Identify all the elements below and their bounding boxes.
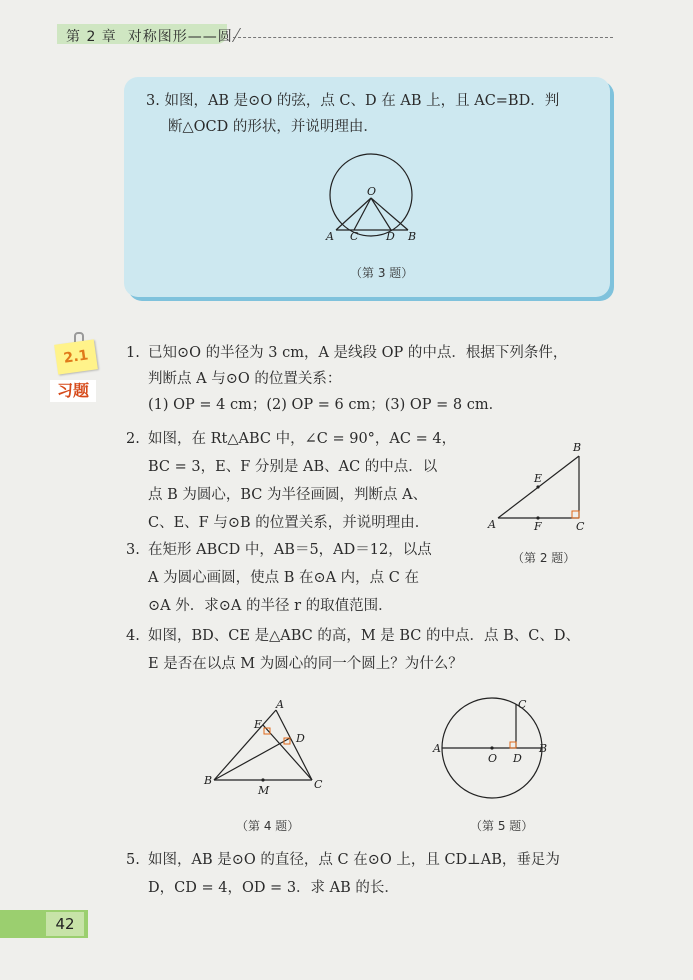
chapter-header (66, 26, 233, 46)
label-d: D (513, 752, 522, 765)
box-problem-text (146, 88, 586, 140)
exercise-3-line2: A 为圆心画圆，使点 B 在⊙A 内，点 C 在 (148, 570, 419, 586)
label-f: F (534, 520, 542, 533)
caption-box-3: （第 3 题） (350, 266, 414, 280)
exercise-3-line3: ⊙A 外．求⊙A 的半径 r 的取值范围． (148, 598, 393, 614)
exercise-section-tag (50, 342, 100, 404)
figure-box-3 (320, 150, 430, 250)
exercise-3-line1: 在矩形 ABCD 中，AB＝5，AD＝12，以点 (148, 542, 432, 558)
exercise-2-line1: 如图，在 Rt△ABC 中，∠C = 90°，AC = 4， (148, 431, 457, 447)
figure-2 (484, 436, 594, 536)
exercise-5-line2: D，CD = 4，OD = 3．求 AB 的长． (148, 880, 399, 896)
section-label: 习题 (50, 380, 96, 402)
label-b: B (408, 230, 417, 243)
label-o: O (488, 752, 498, 765)
exercise-4 (126, 622, 626, 678)
label-b: B (539, 742, 548, 755)
exercise-1-line2: 判断点 A 与⊙O 的位置关系： (148, 371, 342, 387)
label-a: A (488, 518, 496, 531)
label-b: B (204, 774, 213, 787)
label-e: E (254, 718, 263, 731)
figure-5 (432, 696, 552, 816)
label-c: C (314, 778, 323, 791)
page-number: 42 (46, 912, 84, 936)
exercise-number: 5. (126, 852, 140, 868)
figure-4 (200, 698, 330, 808)
exercise-2 (126, 425, 486, 537)
box-problem-line1: 3. 如图，AB 是⊙O 的弦，点 C、D 在 AB 上，且 AC=BD．判 (146, 93, 560, 109)
box-problem-line2: 断△OCD 的形状，并说明理由． (168, 119, 378, 135)
exercise-1-line1: 已知⊙O 的半径为 3 cm，A 是线段 OP 的中点．根据下列条件， (148, 345, 568, 361)
exercise-number: 1. (126, 345, 140, 361)
exercise-1-line3: (1) OP = 4 cm；(2) OP = 6 cm；(3) OP = 8 cm． (148, 397, 504, 413)
chapter-number: 第 2 章 (66, 29, 117, 45)
exercise-4-line2: E 是否在以点 M 为圆心的同一个圆上？为什么？ (148, 656, 463, 672)
exercise-5-line1: 如图，AB 是⊙O 的直径，点 C 在⊙O 上，且 CD⊥AB，垂足为 (148, 852, 560, 868)
chapter-title: 对称图形——圆 (127, 29, 233, 45)
exercise-3 (126, 536, 486, 620)
exercise-4-line1: 如图，BD、CE 是△ABC 的高，M 是 BC 的中点．点 B、C、D、 (148, 628, 580, 644)
exercise-2-line3: 点 B 为圆心，BC 为半径画圆，判断点 A、 (148, 487, 428, 503)
exercise-5 (126, 846, 626, 902)
exercise-1 (126, 340, 626, 418)
label-d: D (386, 230, 395, 243)
label-a: A (276, 698, 284, 711)
exercise-number: 3. (126, 542, 140, 558)
label-c: C (350, 230, 359, 243)
exercise-number: 4. (126, 628, 140, 644)
label-e: E (534, 472, 543, 485)
label-a: A (326, 230, 334, 243)
exercise-number: 2. (126, 431, 140, 447)
caption-5: （第 5 题） (470, 819, 534, 833)
label-c: C (576, 520, 585, 533)
label-o: O (367, 185, 377, 198)
caption-4: （第 4 题） (236, 819, 300, 833)
exercise-2-line4: C、E、F 与⊙B 的位置关系，并说明理由． (148, 515, 430, 531)
header-divider (233, 37, 613, 38)
label-c: C (518, 698, 527, 711)
exercise-2-line2: BC = 3，E、F 分别是 AB、AC 的中点．以 (148, 459, 438, 475)
section-number: 2.1 (54, 339, 98, 374)
label-a: A (433, 742, 441, 755)
label-d: D (296, 732, 305, 745)
label-m: M (258, 784, 270, 797)
label-b: B (573, 441, 582, 454)
caption-2: （第 2 题） (512, 551, 576, 565)
